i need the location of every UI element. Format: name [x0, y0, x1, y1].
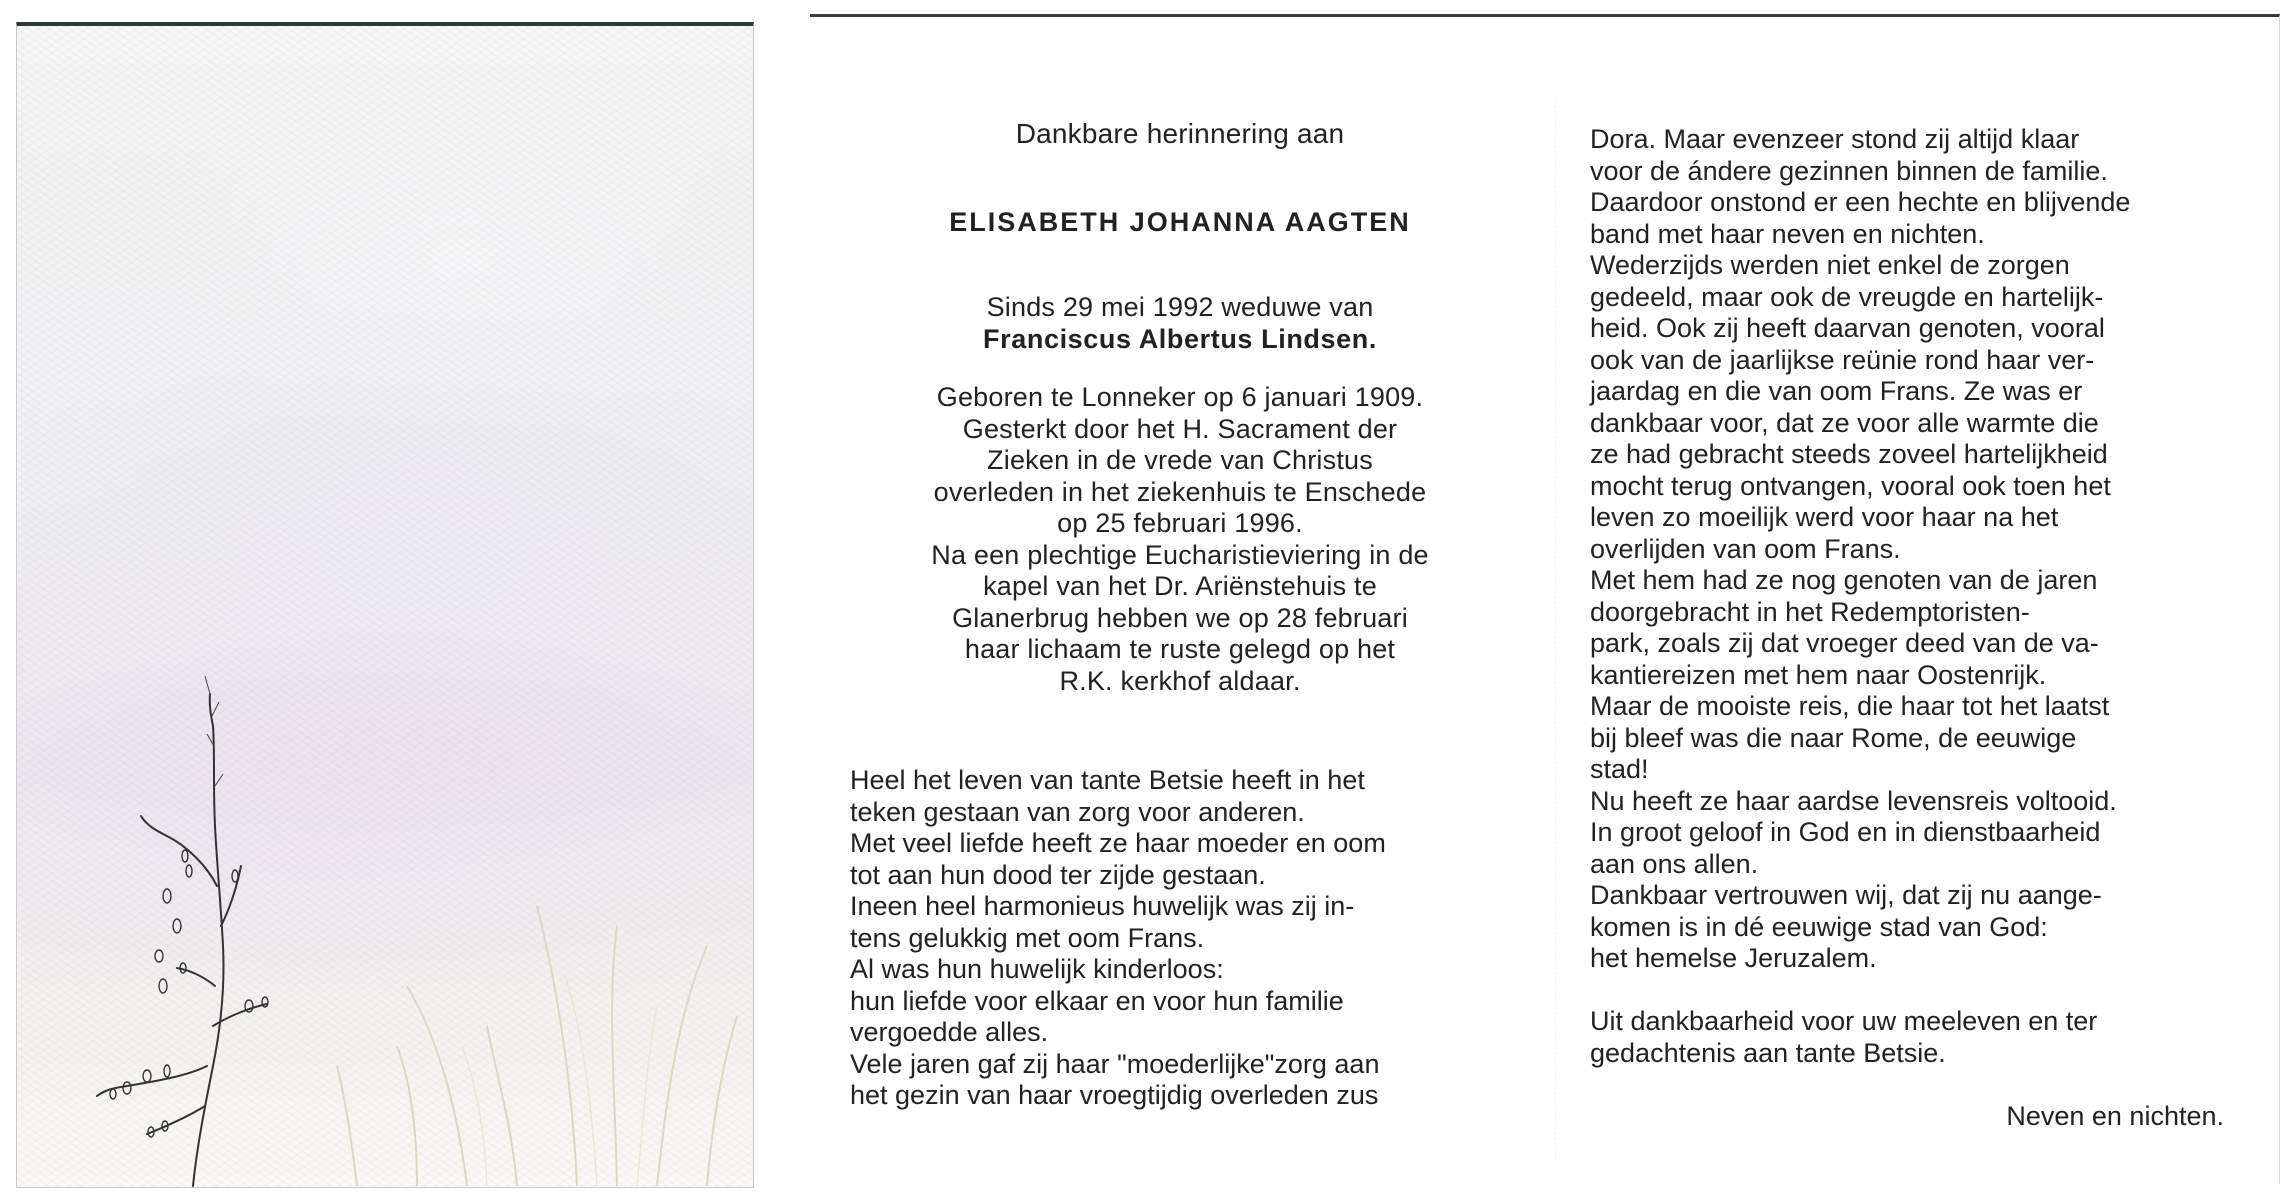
- bio-line: Na een plechtige Eucharistieviering in de: [931, 539, 1429, 570]
- tribute-line: Met hem had ze nog genoten van de jaren: [1590, 565, 2098, 595]
- tribute-line: teken gestaan van zorg voor anderen.: [850, 796, 1305, 827]
- tribute-line: het hemelse Jeruzalem.: [1590, 943, 1877, 973]
- bio-line: op 25 februari 1996.: [1057, 508, 1303, 538]
- right-text-column: [1590, 124, 2230, 1132]
- bio-line: Zieken in de vrede van Christus: [987, 445, 1373, 475]
- bio-line: haar lichaam te ruste gelegd op het: [964, 634, 1396, 664]
- bio-line: overleden in het ziekenhuis te Enschede: [933, 476, 1427, 507]
- intro-line: Dankbare herinnering aan: [1015, 118, 1345, 149]
- tribute-line: jaardag en die van oom Frans. Ze was er: [1590, 376, 2083, 406]
- tribute-line: Maar de mooiste reis, die haar tot het laatst: [1590, 691, 2110, 721]
- tribute-line: overlijden van oom Frans.: [1590, 533, 1901, 564]
- tribute-line: aan ons allen.: [1590, 848, 1759, 879]
- tribute-line: heid. Ook zij heeft daarvan genoten, vooral: [1590, 313, 2105, 343]
- tribute-line: leven zo moeilijk werd voor haar na het: [1590, 502, 2059, 532]
- signature: Neven en nichten.: [2006, 1101, 2224, 1131]
- tribute-line: dankbaar voor, dat ze voor alle warmte die: [1590, 407, 2099, 438]
- tribute-line: mocht terug ontvangen, vooral ook toen het: [1590, 470, 2111, 501]
- tribute-line: Heel het leven van tante Betsie heeft in het: [850, 765, 1365, 795]
- tribute-line: stad!: [1590, 754, 1649, 784]
- tribute-line: gedeeld, maar ook de vreugde en hartelijk-: [1590, 281, 2104, 312]
- bio-line: Glanerbrug hebben we op 28 februari: [952, 602, 1408, 633]
- tribute-line: Ineen heel harmonieus huwelijk was zij in-: [850, 891, 1355, 921]
- tribute-line: ze had gebracht steeds zoveel hartelijkheid: [1590, 439, 2108, 469]
- left-text-column: [850, 118, 1510, 1112]
- biography: [850, 382, 1510, 697]
- tribute-line: Uit dankbaarheid voor uw meeleven en ter: [1590, 1006, 2098, 1036]
- bio-line: R.K. kerkhof aldaar.: [1059, 665, 1301, 696]
- front-card: [16, 22, 754, 1188]
- paragraph-gap: [1590, 975, 2230, 1007]
- tribute-line: Vele jaren gaf zij haar "moederlijke"zorg aan: [850, 1048, 1380, 1079]
- tribute-line: het gezin van haar vroegtijdig overleden zus: [850, 1080, 1379, 1110]
- tribute-line: gedachtenis aan tante Betsie.: [1590, 1037, 1946, 1068]
- tribute-line: kantiereizen met hem naar Oostenrijk.: [1590, 659, 2047, 690]
- tribute-line: Met veel liefde heeft ze haar moeder en oom: [850, 828, 1386, 858]
- tribute-line: Daardoor onstond er een hechte en blijvende: [1590, 187, 2131, 217]
- tribute-line: In groot geloof in God en in dienstbaarheid: [1590, 817, 2101, 847]
- fold-divider: [1555, 100, 1556, 1160]
- deceased-name: ELISABETH JOHANNA AAGTEN: [949, 206, 1411, 237]
- tribute-line: komen is in dé eeuwige stad van God:: [1590, 911, 2048, 942]
- bio-line: kapel van het Dr. Ariënstehuis te: [983, 571, 1377, 601]
- tribute-line: Nu heeft ze haar aardse levensreis voltooid.: [1590, 785, 2117, 816]
- widow-line: Sinds 29 mei 1992 weduwe van: [986, 292, 1374, 322]
- tribute-line: Dora. Maar evenzeer stond zij altijd klaar: [1590, 124, 2080, 154]
- tribute-line: Dankbaar vertrouwen wij, dat zij nu aange-: [1590, 880, 2102, 910]
- tribute-line: park, zoals zij dat vroeger deed van de va-: [1590, 628, 2099, 658]
- tribute-text-part-2: [1590, 124, 2230, 1069]
- tribute-line: band met haar neven en nichten.: [1590, 218, 1985, 249]
- branch-illustration-icon: [17, 26, 754, 1188]
- tribute-line: bij bleef was die naar Rome, de eeuwige: [1590, 722, 2077, 753]
- tribute-line: ook van de jaarlijkse reünie rond haar ver-: [1590, 344, 2095, 375]
- tribute-text-part-1: [850, 765, 1510, 1112]
- memorial-header: [850, 118, 1510, 697]
- tribute-line: voor de ándere gezinnen binnen de familie.: [1590, 155, 2108, 186]
- tribute-line: tens gelukkig met oom Frans.: [850, 922, 1205, 953]
- tribute-line: Al was hun huwelijk kinderloos:: [850, 954, 1224, 984]
- tribute-line: vergoedde alles.: [850, 1017, 1049, 1047]
- spouse-name: Franciscus Albertus Lindsen.: [983, 323, 1377, 354]
- bio-line: Gesterkt door het H. Sacrament der: [962, 413, 1398, 444]
- tribute-line: doorgebracht in het Redemptoristen-: [1590, 596, 2030, 627]
- bio-line: Geboren te Lonneker op 6 januari 1909.: [936, 382, 1424, 412]
- tribute-line: Wederzijds werden niet enkel de zorgen: [1590, 250, 2070, 280]
- tribute-line: tot aan hun dood ter zijde gestaan.: [850, 859, 1266, 890]
- tribute-line: hun liefde voor elkaar en voor hun familie: [850, 985, 1344, 1016]
